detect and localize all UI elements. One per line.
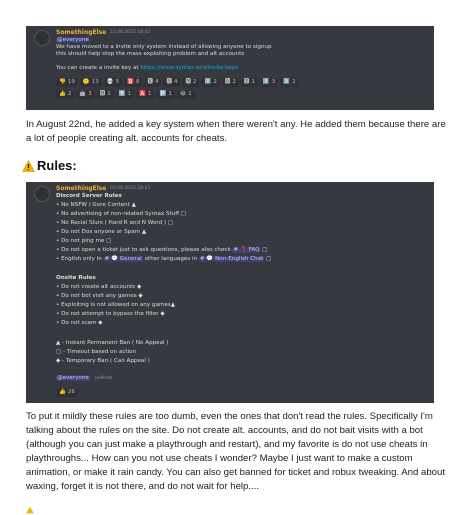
mention-line bbox=[56, 37, 90, 44]
reaction-bar bbox=[56, 388, 78, 397]
reaction-emoji-icon: 🅺 bbox=[147, 79, 153, 85]
reaction[interactable] bbox=[182, 78, 199, 87]
reaction-bar bbox=[56, 90, 432, 99]
reaction-thumbs-up[interactable] bbox=[56, 388, 78, 397]
reaction[interactable] bbox=[97, 90, 114, 99]
rule-item-english: • English only in # 💬 General other languages in # 💬 Non-English Chat ▢ bbox=[56, 256, 272, 262]
rule-item: • No Racial Slurs ( Hard R and N Word ) ▢ bbox=[56, 220, 174, 226]
message-line: this should help stop the mass exploiting problem and alt accounts bbox=[56, 51, 245, 57]
invite-text: You can create a invite key at bbox=[56, 65, 141, 71]
reaction[interactable] bbox=[76, 90, 94, 99]
discord-message-screenshot-1 bbox=[26, 26, 434, 110]
rule-item-faq: • Do not open a ticket just to ask questions, please also check # ❓ FAQ ▢ bbox=[56, 247, 268, 253]
avatar bbox=[34, 186, 50, 202]
legend-item: ◆ - Temporary Ban ( Can Appeal ) bbox=[56, 358, 150, 364]
reaction[interactable] bbox=[80, 78, 102, 87]
paragraph: In August 22nd, he added a key system when there weren't any. He added them because there are a lot of people creating alt. accounts for cheats. bbox=[26, 119, 446, 144]
reaction-emoji-icon: 🙂 bbox=[82, 79, 90, 85]
reaction[interactable] bbox=[56, 78, 78, 87]
message-line: We have moved to a invite only system instead of allowing anyone to signup bbox=[56, 44, 272, 50]
timestamp: 22.08.2023 18:42 bbox=[110, 30, 151, 35]
reaction[interactable] bbox=[56, 90, 74, 99]
reaction[interactable] bbox=[177, 90, 195, 99]
thumbs-up-icon: 👍 bbox=[59, 389, 66, 395]
reaction[interactable] bbox=[116, 90, 134, 99]
rule-text: • Do not open a ticket just to ask questions, please also check bbox=[56, 247, 233, 253]
reaction-emoji-icon: 3️⃣ bbox=[262, 79, 270, 85]
rules-heading bbox=[22, 158, 77, 173]
reaction-emoji-icon: 😂 bbox=[179, 91, 187, 97]
warning-icon bbox=[22, 160, 35, 172]
reaction[interactable] bbox=[144, 78, 161, 87]
rule-item: • Do not create alt accounts ◆ bbox=[56, 284, 142, 290]
reaction-count: 2 bbox=[213, 79, 217, 85]
reaction-count: 3 bbox=[88, 91, 92, 97]
rule-item: • Do not bot visit any games ◆ bbox=[56, 293, 143, 299]
reaction-count: 1 bbox=[188, 91, 192, 97]
legend-item: ▲ - Instant Permanent Ban ( No Appeal ) bbox=[56, 340, 169, 346]
warning-icon bbox=[26, 506, 34, 514]
reaction-count: 2 bbox=[232, 79, 236, 85]
rule-item: • Do not attempt to bypass the filter ◆ bbox=[56, 311, 165, 317]
reaction-emoji-icon: 1️⃣ bbox=[204, 79, 212, 85]
username: SomethingElse bbox=[56, 185, 107, 192]
reaction-count: 1 bbox=[251, 79, 255, 85]
reaction-count: 2 bbox=[192, 79, 197, 85]
edited-tag: (edited) bbox=[94, 376, 113, 381]
reaction-emoji-icon: 👍 bbox=[59, 91, 66, 97]
reaction-emoji-icon: 🅴 bbox=[243, 79, 250, 85]
reaction[interactable] bbox=[222, 78, 239, 87]
username: SomethingElse bbox=[56, 29, 107, 36]
reaction-emoji-icon: 🤖 bbox=[79, 91, 87, 97]
invite-line bbox=[56, 65, 238, 72]
reaction-emoji-icon: 🅱️ bbox=[127, 79, 134, 85]
rule-item: • No NSFW / Gore Content ▲ bbox=[56, 202, 136, 208]
reaction-emoji-icon: 🆂 bbox=[166, 79, 172, 85]
reaction-count: 26 bbox=[67, 389, 75, 395]
discord-message-screenshot-2 bbox=[26, 182, 434, 403]
reaction-emoji-icon: 🅷 bbox=[99, 91, 106, 97]
reaction[interactable] bbox=[124, 78, 142, 87]
rules-title: Rules: bbox=[37, 158, 77, 173]
discord-rules-title: Discord Server Rules bbox=[56, 193, 122, 199]
reaction-count: 1 bbox=[107, 91, 111, 97]
rule-item: • Do not scam ◆ bbox=[56, 320, 103, 326]
reaction-count: 1 bbox=[147, 91, 152, 97]
reaction[interactable] bbox=[104, 78, 122, 87]
reaction[interactable] bbox=[136, 90, 154, 99]
reaction-emoji-icon: 🅰️ bbox=[139, 91, 146, 97]
reaction-bar bbox=[56, 78, 432, 87]
everyone-mention[interactable]: @everyone bbox=[57, 37, 89, 43]
rule-text: other languages in bbox=[142, 256, 199, 262]
non-english-channel-link[interactable]: # 💬 Non-English Chat bbox=[199, 256, 264, 262]
rule-text: • English only in bbox=[56, 256, 104, 262]
reaction[interactable] bbox=[260, 78, 278, 87]
reaction-count: 13 bbox=[91, 79, 99, 85]
invite-link[interactable]: https://www.syntax.eco/invite-keys bbox=[140, 65, 239, 71]
everyone-mention[interactable]: @everyone bbox=[57, 375, 89, 381]
reaction-count: 1 bbox=[127, 91, 132, 97]
reaction[interactable] bbox=[163, 78, 180, 87]
avatar bbox=[34, 30, 50, 46]
reaction-count: 19 bbox=[67, 79, 75, 85]
reaction-emoji-icon: 👎 bbox=[59, 79, 66, 85]
rule-item: • No advertising of non-related Syntax Stuff ▢ bbox=[56, 211, 187, 217]
general-channel-link[interactable]: # 💬 General bbox=[104, 256, 142, 262]
reaction-count: 1 bbox=[168, 91, 172, 97]
mention-line bbox=[56, 375, 112, 382]
reaction-count: 4 bbox=[173, 79, 178, 85]
onsite-rules-title: Onsite Rules bbox=[56, 275, 96, 281]
timestamp: 03.08.2023 18:23 bbox=[110, 186, 151, 191]
faq-channel-link[interactable]: # ❓ FAQ bbox=[233, 247, 260, 253]
reaction-emoji-icon: 🅿️ bbox=[159, 91, 167, 97]
rule-item: • Do not Dox anyone or Spam ▲ bbox=[56, 229, 147, 235]
reaction-emoji-icon: ⬆️ bbox=[118, 91, 126, 97]
rule-item: • Do not ping me ▢ bbox=[56, 238, 112, 244]
reaction-count: 8 bbox=[135, 79, 140, 85]
reaction-emoji-icon: 🅶 bbox=[224, 79, 231, 85]
paragraph: To put it mildly these rules are too dumb, even the ones that don't read the rules. Specifically I'm talking about the rules on the site. Do not create alt. accounts, and do not bait visits with a bot (although you can just make a playthrough and restart), and my favorite is do not use cheats in playthroughs... How can you not use cheats I wonder? Maybe I just want to make a custom animation, or make it rain candy. You can also get banned for ticket and robux tweaking. And about waxing, forget it is not there, and do not wait for help.... bbox=[26, 411, 446, 492]
reaction-emoji-icon: 💀 bbox=[106, 79, 114, 85]
reaction-emoji-icon: 🅽 bbox=[185, 79, 191, 85]
reaction-count: 2 bbox=[67, 91, 72, 97]
reaction[interactable] bbox=[280, 78, 298, 87]
reaction-count: 4 bbox=[154, 79, 159, 85]
reaction-emoji-icon: 2️⃣ bbox=[283, 79, 291, 85]
reaction[interactable] bbox=[156, 90, 174, 99]
legend-item: ▢ - Timeout based on action bbox=[56, 349, 137, 355]
reaction-count: 3 bbox=[271, 79, 276, 85]
reaction-count: 5 bbox=[115, 79, 120, 85]
reaction[interactable] bbox=[201, 78, 219, 87]
reaction[interactable] bbox=[241, 78, 258, 87]
reaction-count: 2 bbox=[292, 79, 296, 85]
rule-item: • Exploiting is not allowed on any games▲ bbox=[56, 302, 176, 308]
